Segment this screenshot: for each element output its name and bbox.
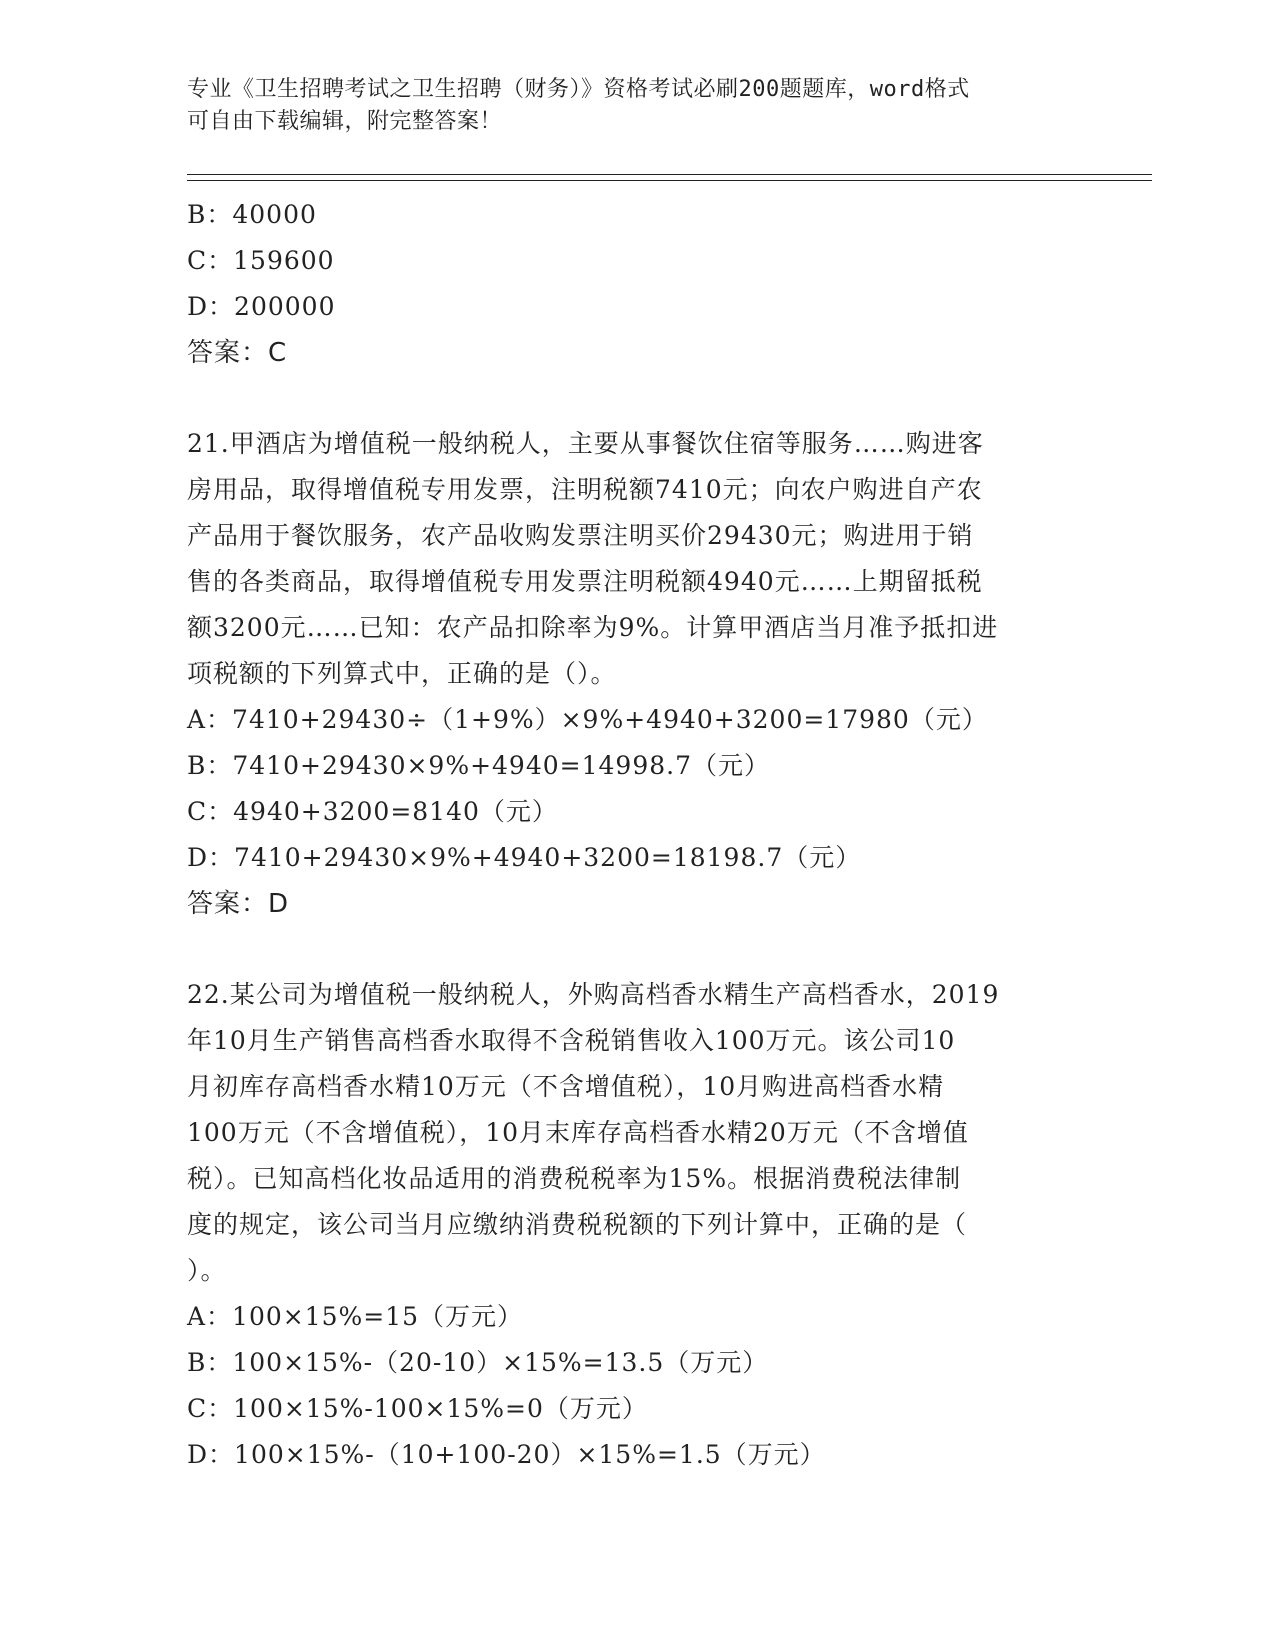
- question-text-line: 22.某公司为增值税一般纳税人，外购高档香水精生产高档香水，2019: [187, 980, 1000, 1009]
- option-c: C：100×15%-100×15%=0（万元）: [187, 1394, 648, 1423]
- page-header: [187, 74, 1067, 138]
- question-text-line: 月初库存高档香水精10万元（不含增值税），10月购进高档香水精: [187, 1072, 945, 1101]
- spacer: [187, 927, 1087, 972]
- header-line-2: 可自由下载编辑，附完整答案！: [187, 109, 503, 134]
- question-text-line: 100万元（不含增值税），10月末库存高档香水精20万元（不含增值: [187, 1118, 969, 1147]
- answer: 答案：C: [187, 338, 288, 368]
- document-body: [187, 192, 1087, 1478]
- question-text-line: 售的各类商品，取得增值税专用发票注明税额4940元……上期留抵税: [187, 567, 983, 596]
- option-c: C：159600: [187, 246, 335, 275]
- question-text-line: 额3200元……已知：农产品扣除率为9%。计算甲酒店当月准予抵扣进: [187, 613, 999, 642]
- question-text-line: 年10月生产销售高档香水取得不含税销售收入100万元。该公司10: [187, 1026, 956, 1055]
- option-d: D：7410+29430×9%+4940+3200=18198.7（元）: [187, 843, 862, 872]
- option-b: B：7410+29430×9%+4940=14998.7（元）: [187, 751, 770, 780]
- option-d: D：200000: [187, 292, 336, 321]
- option-a: A：100×15%=15（万元）: [187, 1302, 524, 1331]
- question-text-line: 项税额的下列算式中，正确的是（）。: [187, 659, 617, 688]
- option-b: B：100×15%-（20-10）×15%=13.5（万元）: [187, 1348, 769, 1377]
- question-text-line: ）。: [187, 1256, 227, 1285]
- previous-question: [187, 192, 1087, 376]
- answer: 答案：D: [187, 889, 290, 919]
- question-text-line: 度的规定，该公司当月应缴纳消费税税额的下列计算中，正确的是（: [187, 1210, 968, 1239]
- header-line-1: 专业《卫生招聘考试之卫生招聘（财务）》资格考试必刷200题题库，word格式: [187, 77, 970, 102]
- header-rule-bottom: [187, 180, 1152, 181]
- question-text-line: 产品用于餐饮服务，农产品收购发票注明买价29430元；购进用于销: [187, 521, 974, 550]
- question-22: [187, 972, 1087, 1478]
- question-text-line: 税）。已知高档化妆品适用的消费税税率为15%。根据消费税法律制: [187, 1164, 962, 1193]
- spacer: [187, 376, 1087, 421]
- question-text-line: 21.甲酒店为增值税一般纳税人，主要从事餐饮住宿等服务……购进客: [187, 429, 984, 458]
- question-text-line: 房用品，取得增值税专用发票，注明税额7410元；向农户购进自产农: [187, 475, 983, 504]
- header-rule-top: [187, 174, 1152, 175]
- option-b: B：40000: [187, 200, 317, 229]
- option-a: A：7410+29430÷（1+9%）×9%+4940+3200=17980（元）: [187, 705, 988, 734]
- question-21: [187, 421, 1087, 927]
- option-c: C：4940+3200=8140（元）: [187, 797, 558, 826]
- option-d: D：100×15%-（10+100-20）×15%=1.5（万元）: [187, 1440, 826, 1469]
